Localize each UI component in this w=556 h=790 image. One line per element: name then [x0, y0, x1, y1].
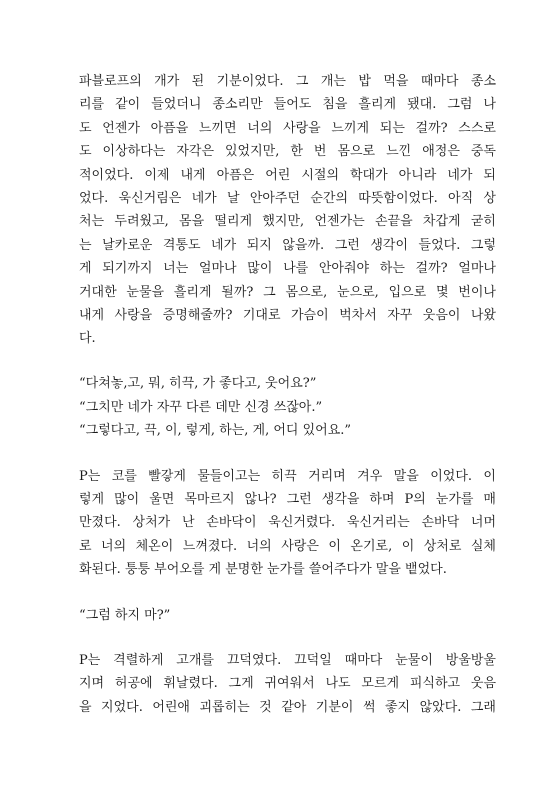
dialogue-line: “다쳐놓,고, 뭐, 히끅, 가 좋다고, 웃어요?”: [79, 376, 317, 391]
dialogue-line: “그럼 하지 마?”: [79, 607, 171, 623]
paragraph-line: 지며 허공에 휘날렸다. 그게 귀여워서 나도 모르게 피식하고 웃음: [79, 676, 496, 692]
paragraph-line: 처는 두려웠고, 몸을 떨리게 했지만, 언젠가는 손끝을 차갑게 굳히: [79, 214, 496, 230]
document-page: [66, 70, 496, 719]
dialogue-block-2: [66, 604, 496, 628]
paragraph-line: 을 지었다. 어린애 괴롭히는 것 같아 기분이 썩 좋지 않았다. 그래: [79, 699, 496, 715]
paragraph-line: 내게 사랑을 증명해줄까? 기대로 가슴이 벅차서 자꾸 웃음이 나왔: [79, 308, 496, 324]
paragraph-line: 거대한 눈물을 흘리게 될까? 그 몸으로, 눈으로, 입으로 몇 번이나: [79, 284, 496, 300]
paragraph-gap: [66, 443, 496, 465]
paragraph-2: [66, 465, 496, 582]
paragraph-line: 적이었다. 이제 내게 아픔은 어린 시절의 학대가 아니라 네가 되: [79, 167, 496, 183]
paragraph-line: 화된다. 퉁퉁 부어오를 게 분명한 눈가를 쓸어주다가 말을 뱉었다.: [79, 562, 447, 578]
paragraph-gap: [66, 627, 496, 649]
paragraph-line: P는 격렬하게 고개를 끄덕였다. 끄덕일 때마다 눈물이 방울방울: [79, 653, 496, 669]
paragraph-1: [66, 70, 496, 356]
paragraph-line: P는 코를 빨갛게 물들이고는 히끅 거리며 겨우 말을 이었다. 이: [79, 468, 496, 484]
paragraph-line: 리를 같이 들었더니 종소리만 들어도 침을 흘리게 됐대. 그럼 나: [79, 97, 496, 113]
dialogue-line: “그렇다고, 끅, 이, 렇게, 하는, 게, 어디 있어요.”: [79, 423, 352, 438]
paragraph-line: 도 이상하다는 자각은 있었지만, 한 번 몸으로 느낀 애정은 중독: [79, 144, 496, 160]
paragraph-3: [66, 649, 496, 719]
paragraph-line: 로 너의 체온이 느껴졌다. 너의 사랑은 이 온기로, 이 상처로 실체: [79, 538, 496, 554]
paragraph-line: 는 날카로운 격통도 네가 되지 않을까. 그런 생각이 들었다. 그렇: [79, 237, 496, 253]
dialogue-line: “그치만 네가 자꾸 다른 데만 신경 쓰잖아.”: [79, 399, 323, 415]
paragraph-gap: [66, 582, 496, 604]
paragraph-line: 도 언젠가 아픔을 느끼면 너의 사랑을 느끼게 되는 걸까? 스스로: [79, 120, 496, 136]
paragraph-line: 었다. 욱신거림은 네가 날 안아주던 순간의 따뜻함이었다. 아직 상: [79, 191, 496, 207]
dialogue-block-1: [66, 372, 496, 443]
paragraph-line: 게 되기까지 너는 얼마나 많이 나를 안아줘야 하는 걸까? 얼마나: [79, 261, 496, 277]
paragraph-line: 만졌다. 상처가 난 손바닥이 욱신거렸다. 욱신거리는 손바닥 너머: [79, 515, 496, 531]
paragraph-line: 파블로프의 개가 된 기분이었다. 그 개는 밥 먹을 때마다 종소: [79, 74, 496, 89]
paragraph-line: 다.: [79, 331, 96, 347]
paragraph-line: 렇게 많이 울면 목마르지 않나? 그런 생각을 하며 P의 눈가를 매: [79, 491, 496, 507]
